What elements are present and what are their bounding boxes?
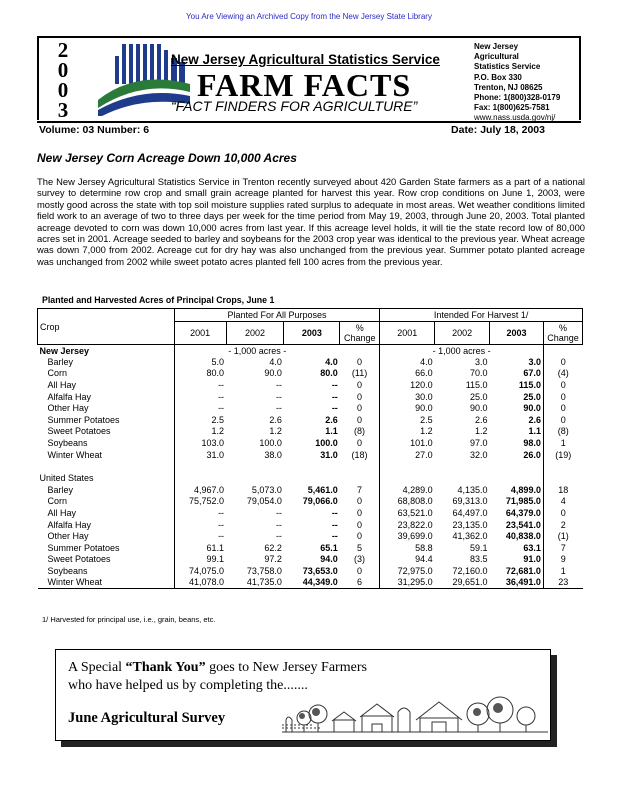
table-cell: 31.0 xyxy=(206,449,225,460)
table-cell: 0 xyxy=(543,414,582,426)
table-cell: 0 xyxy=(340,414,380,426)
table-cell: -- xyxy=(275,508,282,519)
table-cell: 2.6 xyxy=(269,414,282,425)
table-cell: 23,135.0 xyxy=(452,519,488,530)
table-cell: 0 xyxy=(340,565,380,577)
table-cell: 25.0 xyxy=(470,391,488,402)
table-row xyxy=(38,565,583,577)
table-cell: 39,699.0 xyxy=(397,531,433,542)
table-cell: -- xyxy=(331,519,338,530)
table-cell: 75,752.0 xyxy=(189,496,225,507)
contact-phone: Phone: 1(800)328-0179 xyxy=(474,93,561,103)
table-row xyxy=(38,542,583,554)
table-cell: 31,295.0 xyxy=(380,577,435,589)
col-header-year: 2001 xyxy=(380,322,435,345)
table-cell: 5 xyxy=(340,542,380,554)
table-cell: -- xyxy=(218,380,225,391)
table-cell: 83.5 xyxy=(470,554,488,565)
table-cell: 0 xyxy=(340,437,380,449)
col-group-planted: Planted For All Purposes xyxy=(174,309,380,322)
crop-name: Barley xyxy=(38,356,175,368)
table-cell: 98.0 xyxy=(523,438,541,449)
table-cell: 62.2 xyxy=(264,542,282,553)
masthead xyxy=(37,36,581,123)
table-cell: -- xyxy=(218,508,225,519)
table-cell: 41,362.0 xyxy=(452,531,488,542)
col-header-year: 2003 xyxy=(284,322,340,345)
table-cell: 41,078.0 xyxy=(174,577,226,589)
table-cell: 30.0 xyxy=(415,391,433,402)
table-cell: 7 xyxy=(543,542,582,554)
table-cell: 97.0 xyxy=(470,438,488,449)
table-cell: 115.0 xyxy=(518,380,541,391)
crop-name: All Hay xyxy=(38,379,175,391)
col-header-change: % Change xyxy=(340,322,380,345)
table-cell: 38.0 xyxy=(264,449,282,460)
crop-name: Summer Potatoes xyxy=(38,542,175,554)
table-cell: 103.0 xyxy=(201,438,225,449)
crop-acreage-table xyxy=(37,308,583,589)
table-cell: 72,975.0 xyxy=(397,565,433,576)
table-cell: 1.2 xyxy=(211,426,225,437)
publication-title: FARM FACTS xyxy=(197,67,412,103)
crop-name: Winter Wheat xyxy=(38,577,175,589)
col-header-year: 2003 xyxy=(490,322,544,345)
table-cell: -- xyxy=(218,391,225,402)
article-body: The New Jersey Agricultural Statistics Service in Trenton recently surveyed about 420 Garden State farmers as a part of a national survey to determine row crop and small grain acreage planted for harvest this year. Row crop conditions on June 1, 2003, were mostly good across the state with top soil moisture supplies rated surplus to adequate in most areas. Wet weather conditions limited field work to an average of two to three days per week for the time period from May 19, 2003, through June 20, 2003. Total planted acreage devoted to corn was down 10,000 acres from last year. If this acreage level holds, it will tie the state record low of 80,000 acres set in 2001. Acreage seeded to barley and soybeans for the 2003 crop year was identical to the previous year. Wheat acreage was down 7,000 from 2002. Acreage cut for dry hay was also unchanged from the previous year. Summer potato planted acreage was unchanged from 2002 while sweet potato acres planted fell 100 acres from the previous year. xyxy=(37,176,585,267)
table-cell: 0 xyxy=(543,379,582,391)
year-digit: 0 xyxy=(57,58,69,82)
table-cell: 1.2 xyxy=(420,426,433,437)
table-cell: 0 xyxy=(340,402,380,414)
contact-po-box: P.O. Box 330 xyxy=(474,72,522,82)
crop-name: All Hay xyxy=(38,507,175,519)
thank-you-line xyxy=(68,660,367,676)
crop-name: Summer Potatoes xyxy=(38,414,175,426)
thank-you-box xyxy=(55,649,551,741)
table-cell: 73,758.0 xyxy=(246,565,282,576)
table-cell: 66.0 xyxy=(415,368,433,379)
table-cell: 69,313.0 xyxy=(452,496,488,507)
table-cell: 79,054.0 xyxy=(246,496,282,507)
table-cell: 0 xyxy=(543,356,582,368)
contact-org: New Jersey xyxy=(474,42,519,51)
table-cell: 2.6 xyxy=(528,414,541,425)
table-cell: -- xyxy=(275,380,282,391)
year-vertical xyxy=(53,40,73,120)
contact-org: Statistics Service xyxy=(474,62,541,72)
region-label: United States xyxy=(38,472,175,484)
table-cell: 31.0 xyxy=(320,449,338,460)
table-row xyxy=(38,437,583,449)
crop-name: Other Hay xyxy=(38,530,175,542)
farm-scene-illustration-icon xyxy=(282,690,548,736)
crop-name: Sweet Potatoes xyxy=(38,554,175,566)
thank-you-line2: who have helped us by completing the....... xyxy=(68,678,308,693)
table-cell: 100.0 xyxy=(315,438,338,449)
table-cell: 0 xyxy=(340,507,380,519)
table-row xyxy=(38,391,583,403)
table-cell: 4.0 xyxy=(269,356,282,367)
table-cell: 120.0 xyxy=(410,380,433,391)
table-cell: 5,461.0 xyxy=(307,484,338,495)
table-cell: -- xyxy=(331,508,338,519)
table-cell: 5.0 xyxy=(211,356,225,367)
table-cell: 0 xyxy=(543,507,582,519)
table-cell: 4.0 xyxy=(325,356,338,367)
table-cell: 65.1 xyxy=(320,542,338,553)
crop-name: Sweet Potatoes xyxy=(38,426,175,438)
table-cell: 2.5 xyxy=(211,414,225,425)
col-header-crop: Crop xyxy=(38,309,175,345)
table-cell: 4,899.0 xyxy=(510,484,541,495)
table-cell: 0 xyxy=(340,496,380,508)
col-header-change: % Change xyxy=(543,322,582,345)
table-row xyxy=(38,577,583,589)
table-cell: -- xyxy=(218,403,225,414)
table-cell: 2.6 xyxy=(325,414,338,425)
crop-name: Alfalfa Hay xyxy=(38,391,175,403)
table-cell: 101.0 xyxy=(410,438,433,449)
table-cell: 79,066.0 xyxy=(302,496,338,507)
table-cell: 3.0 xyxy=(475,356,488,367)
table-cell: 90.0 xyxy=(470,403,488,414)
table-cell: 115.0 xyxy=(465,380,488,391)
table-cell: 0 xyxy=(543,402,582,414)
table-cell: 23 xyxy=(543,577,582,589)
table-cell: -- xyxy=(218,531,225,542)
table-cell: 1.1 xyxy=(325,426,338,437)
crop-name: Corn xyxy=(38,496,175,508)
table-cell: -- xyxy=(275,391,282,402)
table-cell: 2.6 xyxy=(475,414,488,425)
table-cell: 1.1 xyxy=(528,426,541,437)
table-cell: 68,808.0 xyxy=(397,496,433,507)
table-cell: 32.0 xyxy=(470,449,488,460)
table-cell: 0 xyxy=(340,356,380,368)
col-header-year: 2001 xyxy=(174,322,226,345)
table-cell: 3.0 xyxy=(528,356,541,367)
table-cell: (1) xyxy=(543,530,582,542)
table-row xyxy=(38,368,583,380)
crop-name: Alfalfa Hay xyxy=(38,519,175,531)
table-cell: 74,075.0 xyxy=(189,565,225,576)
table-cell: -- xyxy=(331,531,338,542)
region-label: New Jersey xyxy=(38,345,175,357)
issue-line xyxy=(37,121,581,136)
table-cell: 2.5 xyxy=(420,414,433,425)
table-cell: 44,349.0 xyxy=(284,577,340,589)
issue-date: Date: July 18, 2003 xyxy=(451,124,545,136)
units-label: - 1,000 acres - xyxy=(228,345,287,356)
table-cell: 23,822.0 xyxy=(397,519,433,530)
table-cell: (19) xyxy=(543,449,582,461)
table-cell: 72,681.0 xyxy=(505,565,541,576)
table-cell: 9 xyxy=(543,554,582,566)
table-cell: 64,379.0 xyxy=(505,508,541,519)
table-cell: 2 xyxy=(543,519,582,531)
table-cell: 40,838.0 xyxy=(505,531,541,542)
table-cell: (4) xyxy=(543,368,582,380)
table-row xyxy=(38,402,583,414)
table-cell: 23,541.0 xyxy=(505,519,541,530)
table-cell: 4,289.0 xyxy=(402,484,433,495)
archive-banner: You Are Viewing an Archived Copy from the New Jersey State Library xyxy=(186,12,432,21)
table-row xyxy=(38,414,583,426)
table-cell: 0 xyxy=(543,391,582,403)
table-cell: 0 xyxy=(340,530,380,542)
table-cell: 94.0 xyxy=(320,554,338,565)
table-row xyxy=(38,507,583,519)
table-cell: 1 xyxy=(543,437,582,449)
table-cell: -- xyxy=(331,391,338,402)
thank-you-suffix: goes to New Jersey Farmers xyxy=(205,660,367,675)
table-cell: (8) xyxy=(543,426,582,438)
table-cell: 58.8 xyxy=(415,542,433,553)
table-cell: 63.1 xyxy=(523,542,541,553)
table-cell: (8) xyxy=(340,426,380,438)
table-cell: 72,160.0 xyxy=(452,565,488,576)
thank-you-emphasis: “Thank You” xyxy=(125,660,206,675)
year-digit: 3 xyxy=(57,98,69,122)
table-cell: 0 xyxy=(340,391,380,403)
article-headline: New Jersey Corn Acreage Down 10,000 Acres xyxy=(37,151,297,165)
table-footnote: 1/ Harvested for principal use, i.e., grain, beans, etc. xyxy=(42,615,216,624)
year-digit: 0 xyxy=(57,78,69,102)
table-cell: 63,521.0 xyxy=(397,508,433,519)
table-title: Planted and Harvested Acres of Principal Crops, June 1 xyxy=(42,295,275,305)
crop-name: Other Hay xyxy=(38,402,175,414)
table-cell: 99.1 xyxy=(206,554,225,565)
units-label: - 1,000 acres - xyxy=(432,345,491,356)
volume-number: Volume: 03 Number: 6 xyxy=(39,124,150,136)
table-cell: (11) xyxy=(340,368,380,380)
table-cell: 36,491.0 xyxy=(490,577,544,589)
thank-you-prefix: A Special xyxy=(68,660,126,675)
table-cell: 90.0 xyxy=(415,403,433,414)
table-cell: 91.0 xyxy=(523,554,541,565)
table-cell: 27.0 xyxy=(415,449,433,460)
table-cell: 1 xyxy=(543,565,582,577)
table-cell: 90.0 xyxy=(264,368,282,379)
table-cell: (18) xyxy=(340,449,380,461)
table-row xyxy=(38,379,583,391)
table-row xyxy=(38,530,583,542)
table-cell: 1.2 xyxy=(269,426,282,437)
crop-name: Barley xyxy=(38,484,175,496)
table-row xyxy=(38,426,583,438)
table-cell: -- xyxy=(218,519,225,530)
tagline: “FACT FINDERS FOR AGRICULTURE” xyxy=(171,98,418,114)
table-cell: 18 xyxy=(543,484,582,496)
table-cell: 41,735.0 xyxy=(226,577,284,589)
table-cell: -- xyxy=(275,403,282,414)
col-header-year: 2002 xyxy=(226,322,284,345)
table-cell: 67.0 xyxy=(523,368,541,379)
table-cell: 90.0 xyxy=(523,403,541,414)
contact-city: Trenton, NJ 08625 xyxy=(474,82,543,92)
table-row xyxy=(38,449,583,461)
table-cell: 73,653.0 xyxy=(302,565,338,576)
table-cell: 80.0 xyxy=(320,368,338,379)
table-cell: 4,967.0 xyxy=(194,484,225,495)
crop-name: Soybeans xyxy=(38,437,175,449)
contact-fax: Fax: 1(800)625-7581 xyxy=(474,103,550,113)
table-row xyxy=(38,496,583,508)
table-cell: (3) xyxy=(340,554,380,566)
table-cell: -- xyxy=(275,531,282,542)
agency-name: New Jersey Agricultural Statistics Service xyxy=(171,52,440,67)
contact-website-link[interactable]: www.nass.usda.gov/nj/ xyxy=(474,113,556,123)
table-cell: 97.2 xyxy=(264,554,282,565)
crop-name: Winter Wheat xyxy=(38,449,175,461)
table-cell: 1.2 xyxy=(475,426,488,437)
table-cell: 4,135.0 xyxy=(457,484,488,495)
table-cell: -- xyxy=(331,403,338,414)
table-cell: 59.1 xyxy=(470,542,488,553)
table-cell: -- xyxy=(331,380,338,391)
table-cell: 7 xyxy=(340,484,380,496)
table-cell: 94.4 xyxy=(415,554,433,565)
table-cell: 80.0 xyxy=(206,368,225,379)
crop-name: Soybeans xyxy=(38,565,175,577)
contact-block xyxy=(474,42,584,124)
table-row xyxy=(38,519,583,531)
contact-org: Agricultural xyxy=(474,52,519,62)
table-cell: 4.0 xyxy=(420,356,433,367)
table-cell: 0 xyxy=(340,379,380,391)
col-group-harvest: Intended For Harvest 1/ xyxy=(380,309,583,322)
table-row xyxy=(38,554,583,566)
table-cell: 6 xyxy=(340,577,380,589)
table-cell: 4 xyxy=(543,496,582,508)
table-row xyxy=(38,356,583,368)
table-cell: 5,073.0 xyxy=(251,484,282,495)
table-cell: 29,651.0 xyxy=(435,577,490,589)
table-cell: 100.0 xyxy=(259,438,282,449)
crop-name: Corn xyxy=(38,368,175,380)
year-digit: 2 xyxy=(57,38,69,62)
table-cell: 71,985.0 xyxy=(505,496,541,507)
survey-name: June Agricultural Survey xyxy=(68,710,226,726)
table-cell: 61.1 xyxy=(206,542,225,553)
table-cell: 70.0 xyxy=(470,368,488,379)
table-cell: 0 xyxy=(340,519,380,531)
table-row xyxy=(38,484,583,496)
table-cell: -- xyxy=(275,519,282,530)
table-cell: 64,497.0 xyxy=(452,508,488,519)
table-cell: 26.0 xyxy=(523,449,541,460)
table-cell: 25.0 xyxy=(523,391,541,402)
col-header-year: 2002 xyxy=(435,322,490,345)
